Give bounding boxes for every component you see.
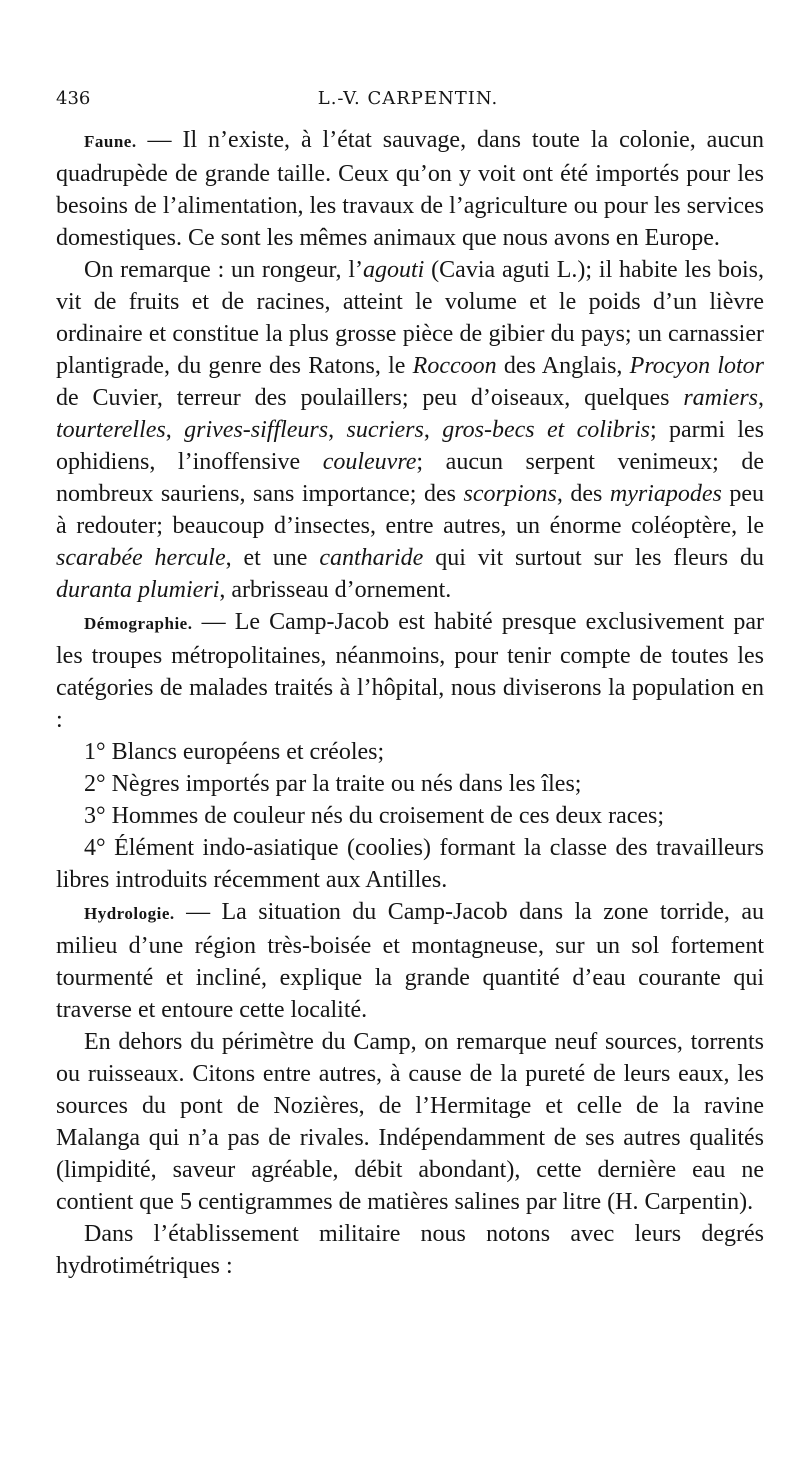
text-run: qui vit surtout sur les fleurs du — [423, 545, 764, 571]
italic-term: duranta plumieri — [56, 577, 220, 603]
text-run: ; aucun serpent venimeux; de nombreux sauriens, sans importance; des — [56, 449, 764, 507]
italic-term: gros-becs et colibris — [442, 417, 650, 443]
paragraph-demographie — [56, 606, 764, 736]
page-header — [56, 88, 760, 112]
text-run: , des — [556, 481, 610, 507]
running-head: L.-V. CARPENTIN. — [317, 88, 499, 109]
text-run: , — [165, 417, 185, 443]
paragraph-hydrologie-2: En dehors du périmètre du Camp, on remarque neuf sources, torrents ou ruisseaux. Citons entre autres, à cause de la pureté de leurs eaux, les sources du pont de Nozières, de l’Hermitage et celle de la ravine Malanga qui n’a pas de rivales. Indépendamment de ses autres qualités (limpidité, saveur agréable, débit abondant), cette dernière eau ne contient que 5 centigrammes de matières salines par litre (H. Carpentin). — [56, 1029, 764, 1215]
text-run: de Cuvier, terreur des poulaillers; peu d’oiseaux, quelques — [56, 385, 684, 411]
text-run: des Anglais, — [496, 353, 630, 379]
italic-term: ramiers — [683, 385, 758, 411]
italic-term: scorpions — [463, 481, 557, 507]
italic-term: grives-siffleurs — [184, 417, 329, 443]
list-item: 3° Hommes de couleur nés du croisement de ces deux races; — [84, 803, 665, 829]
italic-term: tourterelles — [56, 417, 166, 443]
list-item: 2° Nègres importés par la traite ou nés dans les îles; — [84, 771, 582, 797]
faune-text: — Il n’existe, à l’état sauvage, dans toute la colonie, aucun quadrupède de grande taille. Ceux qu’on y voit ont été importés pour les besoins de l’alimentation, les travaux de l’agriculture ou pour les services domestiques. Ce sont les mêmes animaux que nous avons en Europe. — [56, 127, 764, 251]
italic-term: agouti — [363, 257, 425, 283]
text-run: , et une — [225, 545, 320, 571]
text-run: , arbrisseau d’ornement. — [219, 577, 452, 603]
body-text — [56, 124, 764, 1282]
italic-term: Roccoon — [412, 353, 497, 379]
page-number: 436 — [56, 88, 91, 109]
section-heading-hydrologie: Hydrologie. — [84, 904, 175, 923]
italic-term: cantharide — [319, 545, 424, 571]
hydrologie-text: — La situation du Camp-Jacob dans la zone torride, au milieu d’une région très-boisée et montagneuse, sur un sol fortement tourmenté et incliné, explique la grande quantité d’eau courante qui traverse et entoure cette localité. — [56, 899, 764, 1023]
text-run: , — [758, 385, 764, 411]
text-run: , — [423, 417, 443, 443]
italic-term: sucriers — [346, 417, 424, 443]
paragraph-faune — [56, 124, 764, 254]
text-run: On remarque : un rongeur, l’ — [84, 257, 364, 283]
italic-term: myriapodes — [609, 481, 722, 507]
paragraph-hydrologie-3: Dans l’établissement militaire nous notons avec leurs degrés hydrotimétriques : — [56, 1221, 764, 1279]
list-item: 4° Élément indo-asiatique (coolies) formant la classe des travailleurs libres introduits récemment aux Antilles. — [56, 835, 764, 893]
italic-term: scarabée hercule — [56, 545, 226, 571]
demographie-text: — Le Camp-Jacob est habité presque exclusivement par les troupes métropolitaines, néanmoins, pour tenir compte de toutes les catégories de malades traités à l’hôpital, nous diviserons la population en : — [56, 609, 764, 733]
paragraph-faune-2 — [56, 254, 764, 606]
list-item: 1° Blancs européens et créoles; — [84, 739, 385, 765]
text-run: peu à redouter; beaucoup d’insectes, entre autres, un énorme coléoptère, le — [56, 481, 765, 539]
text-run: , — [328, 417, 347, 443]
section-heading-faune: Faune. — [84, 132, 137, 151]
italic-term: Procyon lotor — [629, 353, 764, 379]
paragraph-hydrologie — [56, 896, 764, 1026]
text-run: (Cavia aguti L.); il habite les bois, vit de fruits et de racines, atteint le volume et le poids d’un lièvre ordinaire et constitue la plus grosse pièce de gibier du pays; un carnassier plantigrade, du genre des Ratons, le — [56, 257, 764, 379]
text-run: ; parmi les ophidiens, l’inoffensive — [56, 417, 765, 475]
section-heading-demographie: Démographie. — [84, 614, 193, 633]
italic-term: couleuvre — [322, 449, 417, 475]
